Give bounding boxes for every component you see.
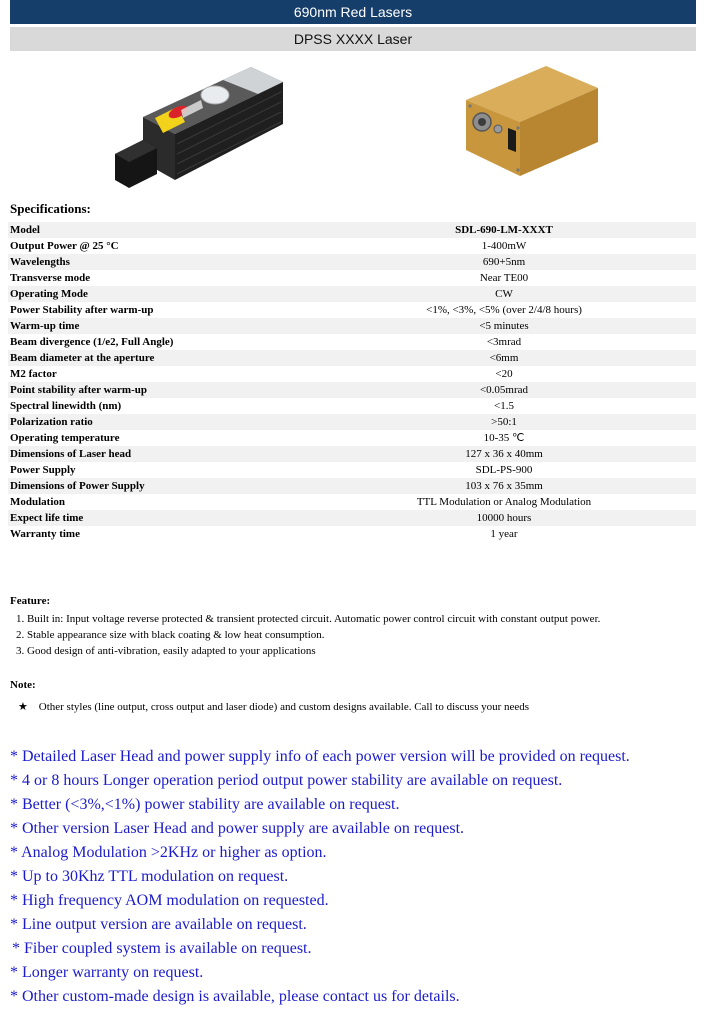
table-row: [8, 510, 696, 526]
product-subtitle: DPSS XXXX Laser: [293, 31, 413, 47]
spec-label: Power Supply: [10, 464, 76, 476]
page-title-bar: [10, 0, 696, 24]
feature-list: [0, 611, 600, 659]
spec-value: 10-35 ℃: [483, 432, 525, 444]
table-row: [8, 494, 696, 510]
feature-heading: Feature:: [10, 595, 51, 607]
spec-label: Expect life time: [8, 510, 312, 526]
table-row: [8, 430, 696, 446]
table-row: [8, 382, 696, 398]
spec-value: >50:1: [312, 414, 696, 430]
spec-label: Polarization ratio: [8, 414, 312, 430]
feature-item: 2. Stable appearance size with black coating & low heat consumption.: [27, 627, 600, 643]
product-subtitle-bar: [10, 27, 696, 51]
table-row: [8, 286, 696, 302]
spec-value: 127 x 36 x 40mm: [312, 446, 696, 462]
request-item: * Detailed Laser Head and power supply info of each power version will be provided on request.: [10, 748, 630, 765]
power-supply-image: [458, 62, 598, 180]
spec-value: 103 x 76 x 35mm: [312, 478, 696, 494]
request-item: * Other version Laser Head and power supply are available on request.: [10, 820, 465, 837]
table-row: [8, 270, 696, 286]
spec-label: Output Power @ 25 °C: [10, 240, 119, 252]
spec-label: Spectral linewidth (nm): [10, 400, 122, 412]
spec-label: Point stability after warm-up: [8, 382, 312, 398]
table-row: [8, 398, 696, 414]
request-item: * Fiber coupled system is available on request.: [12, 940, 312, 957]
note-text: Other styles (line output, cross output and laser diode) and custom designs available. Call to discuss your needs: [38, 701, 530, 713]
table-row: [8, 462, 696, 478]
note-item: [18, 700, 529, 713]
table-row: [8, 254, 696, 270]
spec-label: Modulation: [10, 496, 66, 508]
note-heading: Note:: [10, 679, 36, 691]
spec-label: Warm-up time: [8, 318, 312, 334]
spec-value: <0.05mrad: [312, 382, 696, 398]
table-row: [8, 366, 696, 382]
request-item: * 4 or 8 hours Longer operation period output power stability are available on request.: [10, 772, 563, 789]
request-item: * Better (<3%,<1%) power stability are available on request.: [10, 796, 400, 813]
spec-value: CW: [312, 286, 696, 302]
specifications-heading: Specifications:: [10, 201, 91, 216]
spec-label: M2 factor: [10, 368, 57, 380]
table-row model-row: [8, 222, 696, 238]
spec-value: 1 year: [490, 528, 518, 540]
spec-value: <3mrad: [486, 336, 522, 348]
request-item: * Other custom-made design is available, please contact us for details.: [10, 988, 460, 1005]
spec-label: Power Stability after warm-up: [10, 304, 154, 316]
table-row: [8, 446, 696, 462]
table-row: [8, 478, 696, 494]
table-row: [8, 350, 696, 366]
spec-label: Dimensions of Laser head: [8, 446, 312, 462]
spec-value: <1.5: [494, 400, 514, 412]
on-request-list: [10, 745, 630, 1009]
request-item: * Up to 30Khz TTL modulation on request.: [10, 868, 289, 885]
feature-item: 3. Good design of anti-vibration, easily adapted to your applications: [27, 643, 600, 659]
spec-value: <6mm: [312, 350, 696, 366]
spec-value: SDL-PS-900: [475, 464, 533, 476]
spec-label: Dimensions of Power Supply: [8, 478, 312, 494]
table-row: [8, 526, 696, 542]
request-item: * Longer warranty on request.: [10, 964, 204, 981]
spec-value: TTL Modulation or Analog Modulation: [416, 496, 592, 508]
table-row: [8, 318, 696, 334]
spec-value: 1-400mW: [481, 240, 527, 252]
specifications-table: [8, 222, 696, 542]
spec-label: Operating Mode: [8, 286, 312, 302]
spec-value: SDL-690-LM-XXXT: [312, 222, 696, 238]
spec-label: Beam diameter at the aperture: [8, 350, 312, 366]
request-item: * High frequency AOM modulation on requested.: [10, 892, 329, 909]
page-title: 690nm Red Lasers: [293, 4, 413, 20]
feature-item: 1. Built in: Input voltage reverse protected & transient protected circuit. Automatic power control circuit with constant output power.: [27, 611, 600, 627]
spec-value: 10000 hours: [312, 510, 696, 526]
spec-label: Wavelengths: [8, 254, 312, 270]
spec-value: 690+5nm: [312, 254, 696, 270]
spec-value: <1%, <3%, <5% (over 2/4/8 hours): [426, 304, 582, 316]
table-row: [8, 414, 696, 430]
spec-value: Near TE00: [479, 272, 529, 284]
spec-value: <5 minutes: [312, 318, 696, 334]
request-item: * Line output version are available on request.: [10, 916, 307, 933]
star-icon: ★: [18, 700, 28, 713]
spec-label: Warranty time: [10, 528, 80, 540]
laser-head-image: [113, 62, 285, 190]
spec-label: Operating temperature: [10, 432, 120, 444]
table-row: [8, 238, 696, 254]
request-item: * Analog Modulation >2KHz or higher as option.: [10, 844, 327, 861]
spec-label: Transverse mode: [10, 272, 91, 284]
spec-label: Model: [8, 222, 312, 238]
table-row: [8, 334, 696, 350]
spec-label: Beam divergence (1/e2, Full Angle): [10, 336, 174, 348]
spec-value: <20: [495, 368, 513, 380]
table-row: [8, 302, 696, 318]
